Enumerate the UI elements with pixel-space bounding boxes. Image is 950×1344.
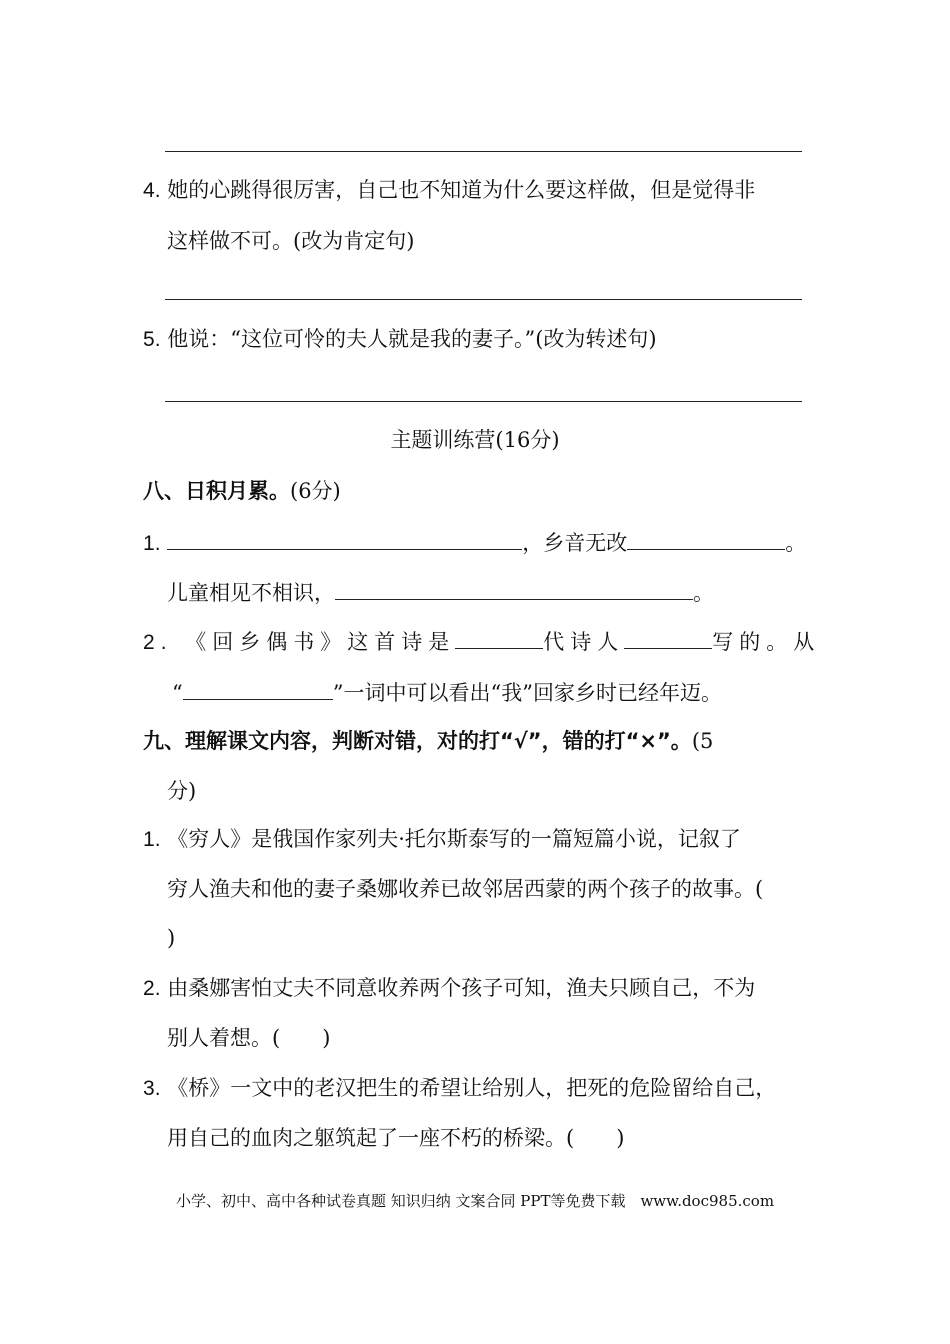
section-title xyxy=(0,426,950,454)
question-number: 1 xyxy=(143,532,155,555)
fill-blank[interactable] xyxy=(627,527,785,550)
section-9-item-2: 2. 由桑娜害怕丈夫不同意收养两个孩子可知，渔夫只顾自己，不为 xyxy=(143,976,756,1000)
question-4-line2 xyxy=(167,227,414,255)
fill-blank[interactable] xyxy=(183,677,333,700)
question-text: ”一词中可以看出“我”回家乡时已经年迈。 xyxy=(332,681,722,705)
section-8-q2: 2. 《回乡偶书》这首诗是 代诗人 写的。从 xyxy=(143,626,820,657)
question-text: 他说：“这位可怜的夫人就是我的妻子。” xyxy=(167,327,536,351)
section-9-item-3-line2 xyxy=(167,1124,624,1152)
question-text: 穷人渔夫和他的妻子桑娜收养已故邻居西蒙的两个孩子的故事。( xyxy=(167,877,764,901)
question-text: 代诗人 xyxy=(543,630,625,654)
fill-blank[interactable] xyxy=(167,527,522,550)
section-title-text: 主题训练营(16分) xyxy=(390,428,560,452)
question-text: 由桑娜害怕丈夫不同意收养两个孩子可知，渔夫只顾自己，不为 xyxy=(167,976,756,1000)
question-text: “ xyxy=(172,681,183,705)
section-9-heading-line2 xyxy=(167,777,196,805)
section-8-heading xyxy=(143,477,341,505)
question-text: 写的。从 xyxy=(712,630,821,654)
page-footer xyxy=(0,1190,950,1211)
answer-line[interactable] xyxy=(165,151,802,152)
question-text: 儿童相见不相识， xyxy=(167,581,335,605)
section-heading: 九、理解课文内容，判断对错，对的打“√”，错的打“×”。 xyxy=(143,729,692,753)
question-hint: (改为转述句) xyxy=(535,327,657,351)
question-text: 《回乡偶书》这首诗是 xyxy=(185,630,456,654)
fill-blank[interactable] xyxy=(455,626,543,649)
question-text: 。 xyxy=(785,531,807,555)
question-text: 她的心跳得很厉害，自己也不知道为什么要这样做，但是觉得非 xyxy=(167,178,756,202)
question-text: 《桥》一文中的老汉把生的希望让给别人，把死的危险留给自己， xyxy=(167,1076,777,1100)
section-9-item-3: 3. 《桥》一文中的老汉把生的希望让给别人，把死的危险留给自己， xyxy=(143,1076,777,1100)
question-text: ，乡音无改 xyxy=(522,531,628,555)
answer-paren[interactable]: ) xyxy=(167,926,176,950)
fill-blank[interactable] xyxy=(624,626,712,649)
section-9-item-1-line3[interactable] xyxy=(167,924,175,952)
section-8-q2-line2 xyxy=(172,677,722,707)
section-8-q1-line2 xyxy=(167,577,714,607)
section-score: 分) xyxy=(167,779,197,803)
question-text: 。 xyxy=(693,581,714,605)
section-score: (5 xyxy=(691,729,714,753)
section-score: (6分) xyxy=(290,479,341,503)
footer-text: 小学、初中、高中各种试卷真题 知识归纳 文案合同 PPT等免费下载 www.doc985.com xyxy=(175,1192,775,1210)
question-number: 5 xyxy=(143,328,155,351)
section-heading: 八、日积月累。 xyxy=(143,479,290,503)
question-5: 5. 他说：“这位可怜的夫人就是我的妻子。”(改为转述句) xyxy=(143,327,657,351)
fill-blank[interactable] xyxy=(335,577,693,600)
answer-line[interactable] xyxy=(165,299,802,300)
section-9-heading xyxy=(143,727,713,755)
section-8-q1: 1. ，乡音无改 。 xyxy=(143,527,806,558)
question-4: 4. 她的心跳得很厉害，自己也不知道为什么要这样做，但是觉得非 xyxy=(143,178,756,202)
answer-line[interactable] xyxy=(165,401,802,402)
question-text: 别人着想。( ) xyxy=(167,1026,331,1050)
question-number: 1 xyxy=(143,828,155,851)
question-number: 4 xyxy=(143,179,155,202)
section-9-item-1-line2 xyxy=(167,875,763,903)
section-9-item-2-line2 xyxy=(167,1024,330,1052)
question-number: 3 xyxy=(143,1077,155,1100)
question-text: 这样做不可。 xyxy=(167,229,293,253)
question-hint: (改为肯定句) xyxy=(293,229,415,253)
question-text: 用自己的血肉之躯筑起了一座不朽的桥梁。( ) xyxy=(167,1126,625,1150)
question-number: 2 xyxy=(143,977,155,1000)
question-number: 2 xyxy=(143,631,161,654)
question-text: 《穷人》是俄国作家列夫·托尔斯泰写的一篇短篇小说，记叙了 xyxy=(167,827,741,851)
section-9-item-1: 1. 《穷人》是俄国作家列夫·托尔斯泰写的一篇短篇小说，记叙了 xyxy=(143,827,741,851)
